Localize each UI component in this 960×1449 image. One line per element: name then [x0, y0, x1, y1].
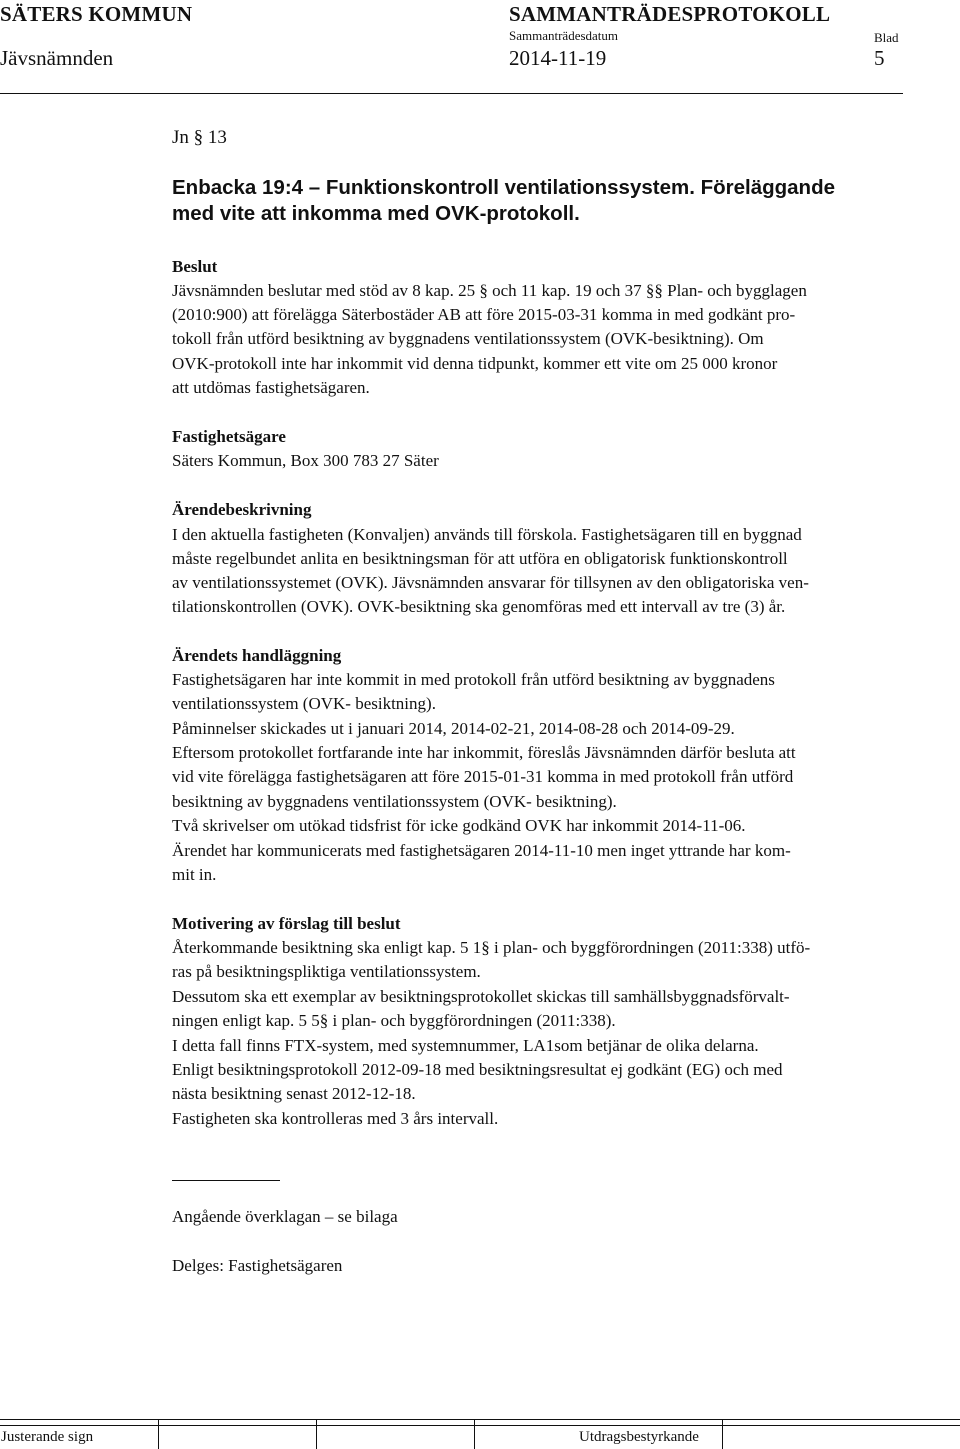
decision-line: (2010:900) att förelägga Säterbostäder AB att före 2015-03-31 komma in med godkänt pro- — [172, 305, 796, 324]
delivered-to: Delges: Fastighetsägaren — [172, 1256, 343, 1275]
case-description-line: måste regelbundet anlita en besiktningsman för att utföra en obligatorisk funktionskontroll — [172, 549, 788, 568]
case-handling-line: Påminnelser skickades ut i januari 2014, 2014-02-21, 2014-08-28 och 2014-09-29. — [172, 719, 735, 738]
footer-divider — [474, 1419, 475, 1449]
case-description-line: tilationskontrollen (OVK). OVK-besiktning ska genomföras med ett intervall av tre (3) år. — [172, 597, 786, 616]
motivation-line: Återkommande besiktning ska enligt kap. 5 1§ i plan- och byggförordningen (2011:338) utfö- — [172, 938, 811, 957]
appeal-note: Angående överklagan – se bilaga — [172, 1207, 398, 1226]
footer-divider — [158, 1419, 159, 1449]
footer-divider — [722, 1419, 723, 1449]
case-description-line: I den aktuella fastigheten (Konvaljen) används till förskola. Fastighetsägaren till en byggnad — [172, 525, 802, 544]
case-handling-heading: Ärendets handläggning — [172, 646, 342, 665]
decision-line: OVK-protokoll inte har inkommit vid denna tidpunkt, kommer ett vite om 25 000 kronor — [172, 354, 778, 373]
motivation-line: nästa besiktning senast 2012-12-18. — [172, 1084, 416, 1103]
case-title-line-1: Enbacka 19:4 – Funktionskontroll ventilationssystem. Föreläggande — [172, 176, 836, 199]
motivation-line: Fastigheten ska kontrolleras med 3 års intervall. — [172, 1109, 499, 1128]
header-rule — [0, 93, 903, 94]
motivation-heading: Motivering av förslag till beslut — [172, 914, 401, 933]
case-handling-line: Eftersom protokollet fortfarande inte har inkommit, föreslås Jävsnämnden därför besluta att — [172, 743, 796, 762]
case-reference: Jn § 13 — [172, 127, 227, 148]
meeting-date: 2014-11-19 — [509, 46, 607, 70]
motivation-line: Dessutom ska ett exemplar av besiktningsprotokollet skickas till samhällsbyggnadsförvalt- — [172, 987, 790, 1006]
case-handling-line: Fastighetsägaren har inte kommit in med protokoll från utförd besiktning av byggnadens — [172, 670, 775, 689]
closing-rule — [172, 1180, 280, 1181]
organization-name: SÄTERS KOMMUN — [0, 2, 193, 26]
case-title-line-2: med vite att inkomma med OVK-protokoll. — [172, 202, 580, 225]
page-label: Blad — [874, 30, 899, 45]
decision-heading: Beslut — [172, 257, 218, 276]
decision-line: att utdömas fastighetsägaren. — [172, 378, 370, 397]
case-handling-line: ventilationssystem (OVK- besiktning). — [172, 694, 436, 713]
footer-initials-label: Justerande sign — [1, 1429, 94, 1445]
motivation-line: ras på besiktningspliktiga ventilationssystem. — [172, 962, 481, 981]
property-owner-address: Säters Kommun, Box 300 783 27 Säter — [172, 451, 439, 470]
committee-name: Jävsnämnden — [0, 46, 114, 70]
motivation-line: I detta fall finns FTX-system, med systemnummer, LA1som betjänar de olika delarna. — [172, 1036, 759, 1055]
case-handling-line: Ärendet har kommunicerats med fastighetsägaren 2014-11-10 men inget yttrande har kom- — [172, 841, 791, 860]
footer-divider — [316, 1419, 317, 1449]
case-handling-line: Två skrivelser om utökad tidsfrist för icke godkänd OVK har inkommit 2014-11-06. — [172, 816, 746, 835]
property-owner-heading: Fastighetsägare — [172, 427, 286, 446]
case-description-line: av ventilationssystemet (OVK). Jävsnämnden ansvarar för tillsynen av den obligatoriska ven- — [172, 573, 809, 592]
case-handling-line: mit in. — [172, 865, 217, 884]
document-type: SAMMANTRÄDESPROTOKOLL — [509, 2, 831, 26]
decision-line: tokoll från utförd besiktning av byggnadens ventilationssystem (OVK-besiktning). Om — [172, 329, 764, 348]
footer-rule — [0, 1419, 960, 1420]
motivation-line: Enligt besiktningsprotokoll 2012-09-18 med besiktningsresultat ej godkänt (EG) och med — [172, 1060, 783, 1079]
page-number: 5 — [874, 46, 885, 70]
case-handling-line: besiktning av byggnadens ventilationssystem (OVK- besiktning). — [172, 792, 617, 811]
footer-rule-inner — [0, 1425, 960, 1426]
decision-line: Jävsnämnden beslutar med stöd av 8 kap. 25 § och 11 kap. 19 och 37 §§ Plan- och bygglagen — [172, 281, 807, 300]
case-description-heading: Ärendebeskrivning — [172, 500, 312, 519]
footer-certification-label: Utdragsbestyrkande — [579, 1429, 699, 1445]
case-handling-line: vid vite förelägga fastighetsägaren att före 2015-01-31 komma in med protokoll från utförd — [172, 767, 794, 786]
motivation-line: ningen enligt kap. 5 5§ i plan- och byggförordningen (2011:338). — [172, 1011, 616, 1030]
date-label: Sammanträdesdatum — [509, 28, 619, 43]
